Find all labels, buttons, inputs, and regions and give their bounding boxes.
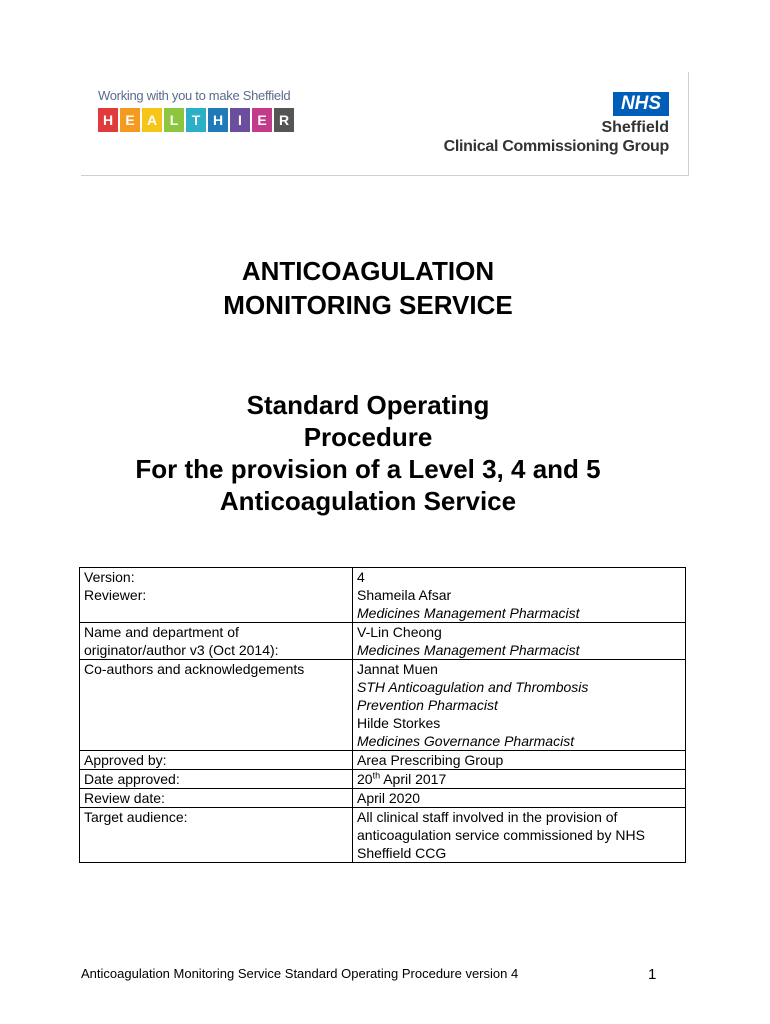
originator-name: V-Lin Cheong — [357, 624, 442, 640]
org-name-sheffield: Sheffield — [601, 119, 669, 136]
org-name-ccg: Clinical Commissioning Group — [443, 138, 669, 155]
subtitle-line-1: Standard Operating — [246, 390, 490, 420]
review-date-label: Review date: — [84, 790, 165, 806]
healthier-letter-tile: R — [274, 108, 294, 132]
info-values — [353, 770, 686, 789]
coauthor-role: Medicines Governance Pharmacist — [357, 733, 575, 749]
reviewer-label: Reviewer: — [84, 587, 147, 603]
info-labels — [80, 808, 353, 863]
subtitle-line-4: Anticoagulation Service — [219, 486, 517, 516]
coauthor-role: STH Anticoagulation and Thrombosis — [357, 679, 589, 695]
coauthor-name: Jannat Muen — [357, 661, 438, 677]
info-labels — [80, 751, 353, 770]
title-line-2: MONITORING SERVICE — [223, 290, 513, 320]
target-audience-value-cont: Sheffield CCG — [357, 845, 447, 861]
table-row — [80, 789, 686, 808]
info-values — [353, 789, 686, 808]
info-labels — [80, 789, 353, 808]
page-footer: Anticoagulation Monitoring Service Standard Operating Procedure version 4 — [81, 966, 519, 981]
subtitle-line-3: For the provision of a Level 3, 4 and 5 — [135, 454, 601, 484]
target-audience-value-cont: anticoagulation service commissioned by NHS — [357, 827, 645, 843]
date-approved-value — [357, 770, 681, 788]
info-values — [353, 808, 686, 863]
version-label: Version: — [84, 569, 135, 585]
version-value: 4 — [357, 569, 365, 585]
reviewer-role: Medicines Management Pharmacist — [357, 605, 580, 621]
approved-by-value: Area Prescribing Group — [357, 752, 504, 768]
info-values — [353, 568, 686, 623]
originator-role: Medicines Management Pharmacist — [357, 642, 580, 658]
info-values — [353, 751, 686, 770]
document-title — [0, 254, 736, 322]
target-audience-label: Target audience: — [84, 809, 188, 825]
healthier-letter-tile: E — [252, 108, 272, 132]
date-approved-day: 20 — [357, 771, 373, 787]
document-info-table — [79, 567, 686, 863]
info-values — [353, 623, 686, 660]
info-labels — [80, 568, 353, 623]
table-row — [80, 751, 686, 770]
document-subtitle — [0, 389, 736, 517]
table-row — [80, 623, 686, 660]
healthier-tagline: Working with you to make Sheffield — [98, 88, 291, 103]
coauthor-name: Hilde Storkes — [357, 715, 441, 731]
originator-label-cont: originator/author v3 (Oct 2014): — [84, 642, 279, 658]
healthier-letter-tile: A — [142, 108, 162, 132]
coauthor-role-cont: Prevention Pharmacist — [357, 697, 498, 713]
healthier-letter-tile: H — [98, 108, 118, 132]
info-labels — [80, 770, 353, 789]
reviewer-name: Shameila Afsar — [357, 587, 452, 603]
info-labels — [80, 623, 353, 660]
healthier-letter-tile: I — [230, 108, 250, 132]
healthier-letter-tile: H — [208, 108, 228, 132]
table-row — [80, 568, 686, 623]
date-approved-rest: April 2017 — [380, 771, 447, 787]
subtitle-line-2: Procedure — [303, 422, 433, 452]
table-row — [80, 808, 686, 863]
table-row — [80, 660, 686, 751]
date-approved-suffix: th — [372, 770, 381, 781]
healthier-logo — [98, 108, 294, 132]
review-date-value: April 2020 — [357, 790, 421, 806]
healthier-letter-tile: T — [186, 108, 206, 132]
page-number: 1 — [648, 966, 657, 983]
date-approved-label: Date approved: — [84, 771, 180, 787]
healthier-letter-tile: E — [120, 108, 140, 132]
coauthors-label: Co-authors and acknowledgements — [84, 661, 305, 677]
info-values — [353, 660, 686, 751]
healthier-letter-tile: L — [164, 108, 184, 132]
nhs-logo: NHS — [613, 92, 669, 116]
target-audience-value: All clinical staff involved in the provision of — [357, 809, 618, 825]
originator-label: Name and department of — [84, 624, 239, 640]
approved-by-label: Approved by: — [84, 752, 167, 768]
title-line-1: ANTICOAGULATION — [241, 256, 495, 286]
table-row — [80, 770, 686, 789]
info-labels — [80, 660, 353, 751]
